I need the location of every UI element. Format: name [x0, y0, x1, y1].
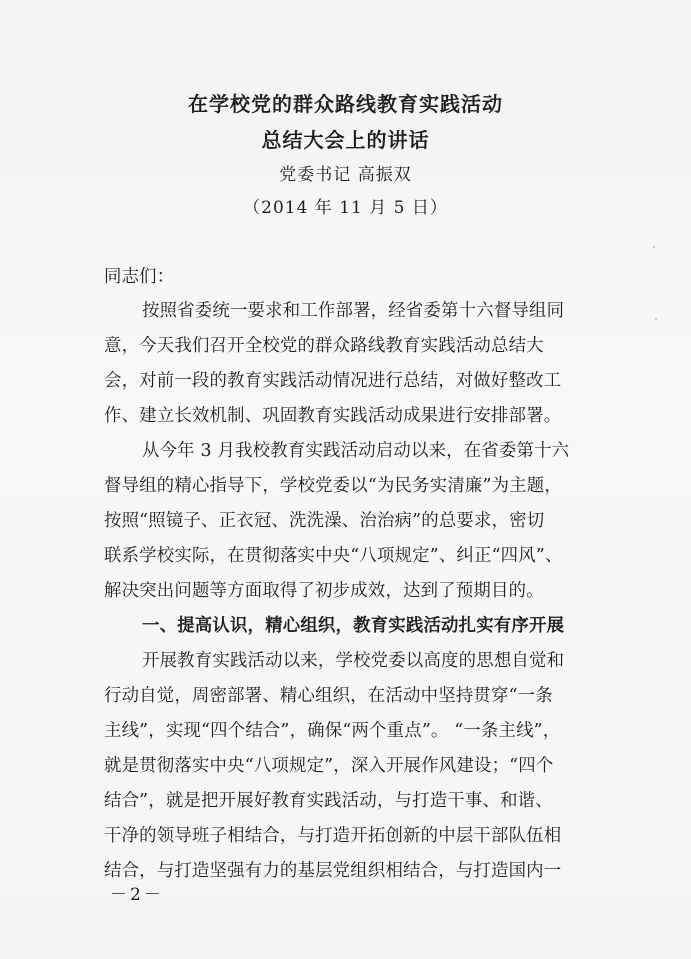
document-title-line-2: 总结大会上的讲话: [261, 128, 430, 152]
document-title-line-1: 在学校党的群众路线教育实践活动: [188, 92, 503, 116]
body-line: 主线”，实现“四个结合”，确保“两个重点”。 “一条主线”，: [104, 721, 561, 741]
section-heading: 一、提高认识，精心组织，教育实践活动扎实有序开展: [142, 616, 565, 636]
body-line: 就是贯彻落实中央“八项规定”，深入开展作风建设；“四个: [104, 756, 554, 776]
body-line: 从今年 3 月我校教育实践活动启动以来，在省委第十六: [142, 441, 570, 461]
body-line: 开展教育实践活动以来，学校党委以高度的思想自觉和: [142, 651, 565, 671]
scan-speck: [653, 246, 655, 248]
body-line: 干净的领导班子相结合，与打造开拓创新的中层干部队伍相: [104, 826, 562, 846]
speaker-name: 党委书记 高振双: [279, 165, 412, 185]
body-line: 解决突出问题等方面取得了初步成效，达到了预期目的。: [104, 581, 544, 601]
body-line: 按照省委统一要求和工作部署，经省委第十六督导组同: [142, 301, 565, 321]
body-line: 按照“照镜子、正衣冠、洗洗澡、治治病”的总要求，密切: [104, 511, 545, 531]
body-line: 联系学校实际，在贯彻落实中央“八项规定”、纠正“四风”、: [104, 546, 563, 566]
speech-date: （2014 年 11 月 5 日）: [243, 198, 448, 218]
page-number: －2－: [110, 885, 164, 905]
body-line: 会，对前一段的教育实践活动情况进行总结，对做好整改工: [104, 371, 562, 391]
body-line: 结合”，就是把开展好教育实践活动，与打造干事、和谐、: [104, 791, 553, 811]
body-line: 督导组的精心指导下，学校党委以“为民务实清廉”为主题，: [104, 476, 562, 496]
salutation: 同志们：: [104, 267, 175, 287]
body-line: 作、建立长效机制、巩固教育实践活动成果进行安排部署。: [104, 406, 562, 426]
body-line: 行动自觉，周密部署、精心组织，在活动中坚持贯穿“一条: [104, 686, 553, 706]
scan-speck: [655, 318, 657, 320]
body-line: 结合，与打造坚强有力的基层党组织相结合，与打造国内一: [104, 861, 562, 881]
body-line: 意，今天我们召开全校党的群众路线教育实践活动总结大: [104, 336, 544, 356]
